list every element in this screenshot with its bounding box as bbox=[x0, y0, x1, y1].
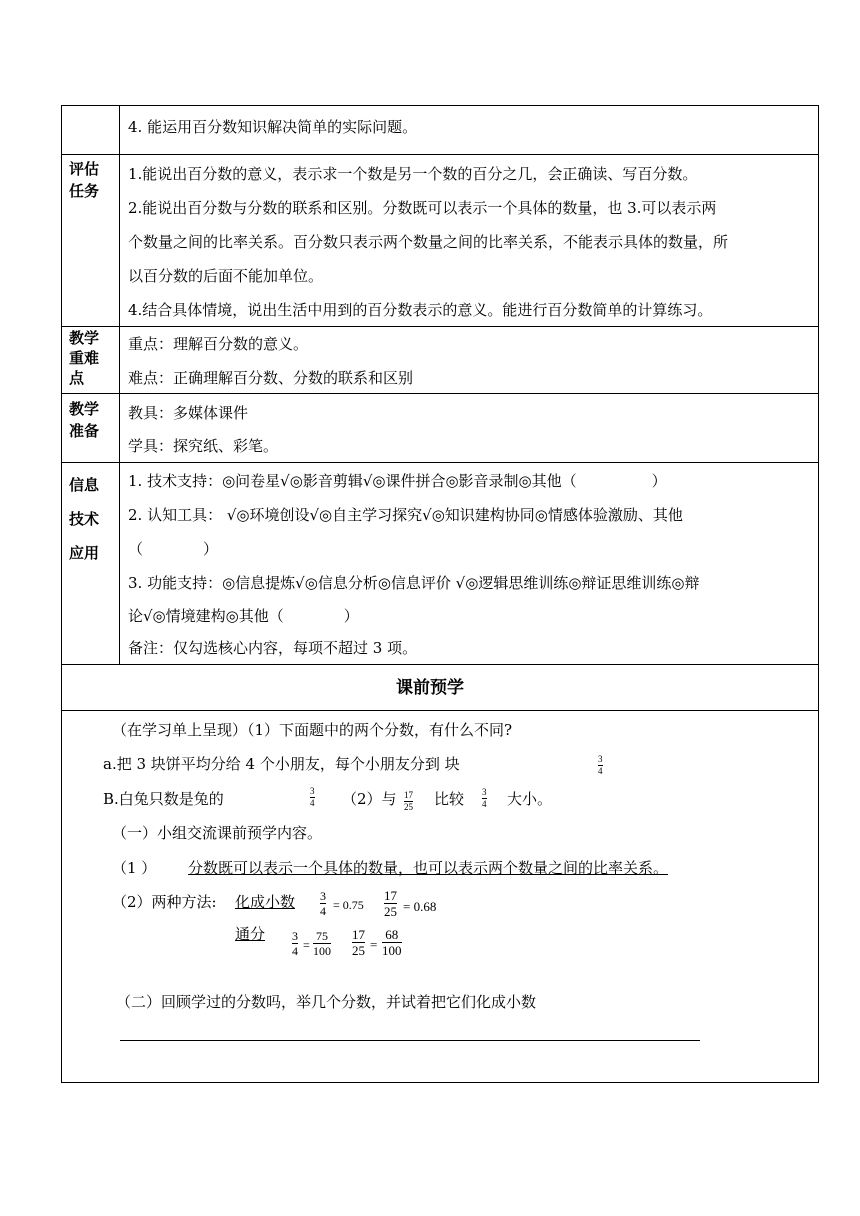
info-tech-line: 论√◎情境建构◎其他（ ） bbox=[128, 607, 359, 625]
equals-sign: = bbox=[370, 937, 378, 952]
info-tech-line: 3. 功能支持：◎信息提炼√◎信息分析◎信息评价 √◎逻辑思维训练◎辩证思维训练◎辩 bbox=[128, 574, 700, 592]
focus-text: 重点：理解百分数的意义。 bbox=[128, 335, 309, 353]
row-divider bbox=[61, 393, 819, 394]
fraction-3-4: 3 4 bbox=[482, 787, 487, 809]
method-decimal: 化成小数 bbox=[235, 893, 296, 911]
equals-sign: = bbox=[303, 938, 310, 952]
difficulty-text: 难点：正确理解百分数、分数的联系和区别 bbox=[128, 369, 414, 387]
fraction-3-4: 3 4 bbox=[598, 754, 603, 776]
fraction-75-100: 75 100 bbox=[313, 929, 331, 958]
fraction-17-25: 17 25 bbox=[352, 927, 365, 958]
row-divider bbox=[61, 326, 819, 327]
assessment-line: 以百分数的后面不能加单位。 bbox=[128, 267, 324, 285]
teacher-tools: 教具：多媒体课件 bbox=[128, 404, 249, 422]
row-divider bbox=[61, 462, 819, 463]
assessment-line: 个数量之间的比率关系。百分数只表示两个数量之间的比率关系，不能表示具体的数量，所 bbox=[128, 233, 729, 251]
table-bottom-border bbox=[61, 1082, 819, 1083]
fraction-3-4: 3 4 bbox=[310, 786, 315, 808]
compare-word: 比较 bbox=[434, 790, 465, 808]
table-right-border bbox=[818, 105, 819, 1083]
student-tools: 学具：探究纸、彩笔。 bbox=[128, 437, 279, 455]
row-divider bbox=[61, 710, 819, 711]
question-b-start: B.白兔只数是兔的 bbox=[103, 790, 224, 808]
question-a: a.把 3 块饼平均分给 4 个小朋友，每个小朋友分到 块 bbox=[103, 755, 460, 773]
decimal-result: = 0.68 bbox=[403, 899, 437, 914]
info-tech-line: 1. 技术支持：◎问卷星√◎影音剪辑√◎课件拼合◎影音录制◎其他（ ） bbox=[128, 472, 667, 490]
fraction-17-25: 17 25 bbox=[384, 888, 397, 919]
info-tech-line: （ ） bbox=[128, 540, 219, 558]
fraction-17-25: 17 25 bbox=[404, 790, 413, 812]
assessment-line: 4.结合具体情境，说出生活中用到的百分数表示的意义。能进行百分数简单的计算练习。 bbox=[128, 301, 713, 319]
key-points-label: 教学 重难 点 bbox=[69, 329, 100, 387]
fraction-68-100: 68 100 bbox=[382, 927, 402, 958]
answer-line bbox=[120, 1040, 700, 1041]
goal-item-4: 4. 能运用百分数知识解决简单的实际问题。 bbox=[128, 118, 418, 136]
row-divider bbox=[61, 664, 819, 665]
point-2-prefix: （2）两种方法: bbox=[112, 893, 217, 911]
group-exchange: （一）小组交流课前预学内容。 bbox=[112, 824, 323, 842]
assessment-line: 2.能说出百分数与分数的联系和区别。分数既可以表示一个具体的数量，也 3.可以表示两 bbox=[128, 199, 717, 217]
table-left-border bbox=[61, 105, 62, 1083]
info-tech-line: 2. 认知工具： √◎环境创设√◎自主学习探究√◎知识建构协同◎情感体验激励、其他 bbox=[128, 506, 683, 524]
assessment-line: 1.能说出百分数的意义，表示求一个数是另一个数的百分之几，会正确读、写百分数。 bbox=[128, 165, 698, 183]
decimal-result: = 0.75 bbox=[333, 898, 364, 912]
table-top-border bbox=[61, 105, 819, 106]
info-tech-label: 信息 技术 应用 bbox=[69, 476, 100, 562]
point-1-text: 分数既可以表示一个具体的数量，也可以表示两个数量之间的比率关系。 bbox=[188, 859, 669, 877]
point-1-prefix: （1 ） bbox=[112, 859, 157, 877]
row-divider bbox=[61, 154, 819, 155]
review-prompt: （二）回顾学过的分数吗，举几个分数，并试着把它们化成小数 bbox=[116, 993, 537, 1011]
preparation-label: 教学 准备 bbox=[69, 400, 100, 440]
info-tech-note: 备注：仅勾选核心内容，每项不超过 3 项。 bbox=[128, 639, 418, 657]
size-word: 大小。 bbox=[507, 790, 553, 808]
preview-intro: （在学习单上呈现）（1）下面题中的两个分数，有什么不同? bbox=[112, 721, 513, 739]
label-column-divider bbox=[119, 105, 120, 665]
question-2-label: （2）与 bbox=[342, 790, 397, 808]
preview-heading: 课前预学 bbox=[396, 678, 464, 698]
method-common-denominator: 通分 bbox=[235, 925, 266, 943]
fraction-3-4: 3 4 bbox=[292, 929, 298, 958]
fraction-3-4: 3 4 bbox=[320, 889, 326, 918]
assessment-label: 评估 任务 bbox=[69, 160, 100, 200]
